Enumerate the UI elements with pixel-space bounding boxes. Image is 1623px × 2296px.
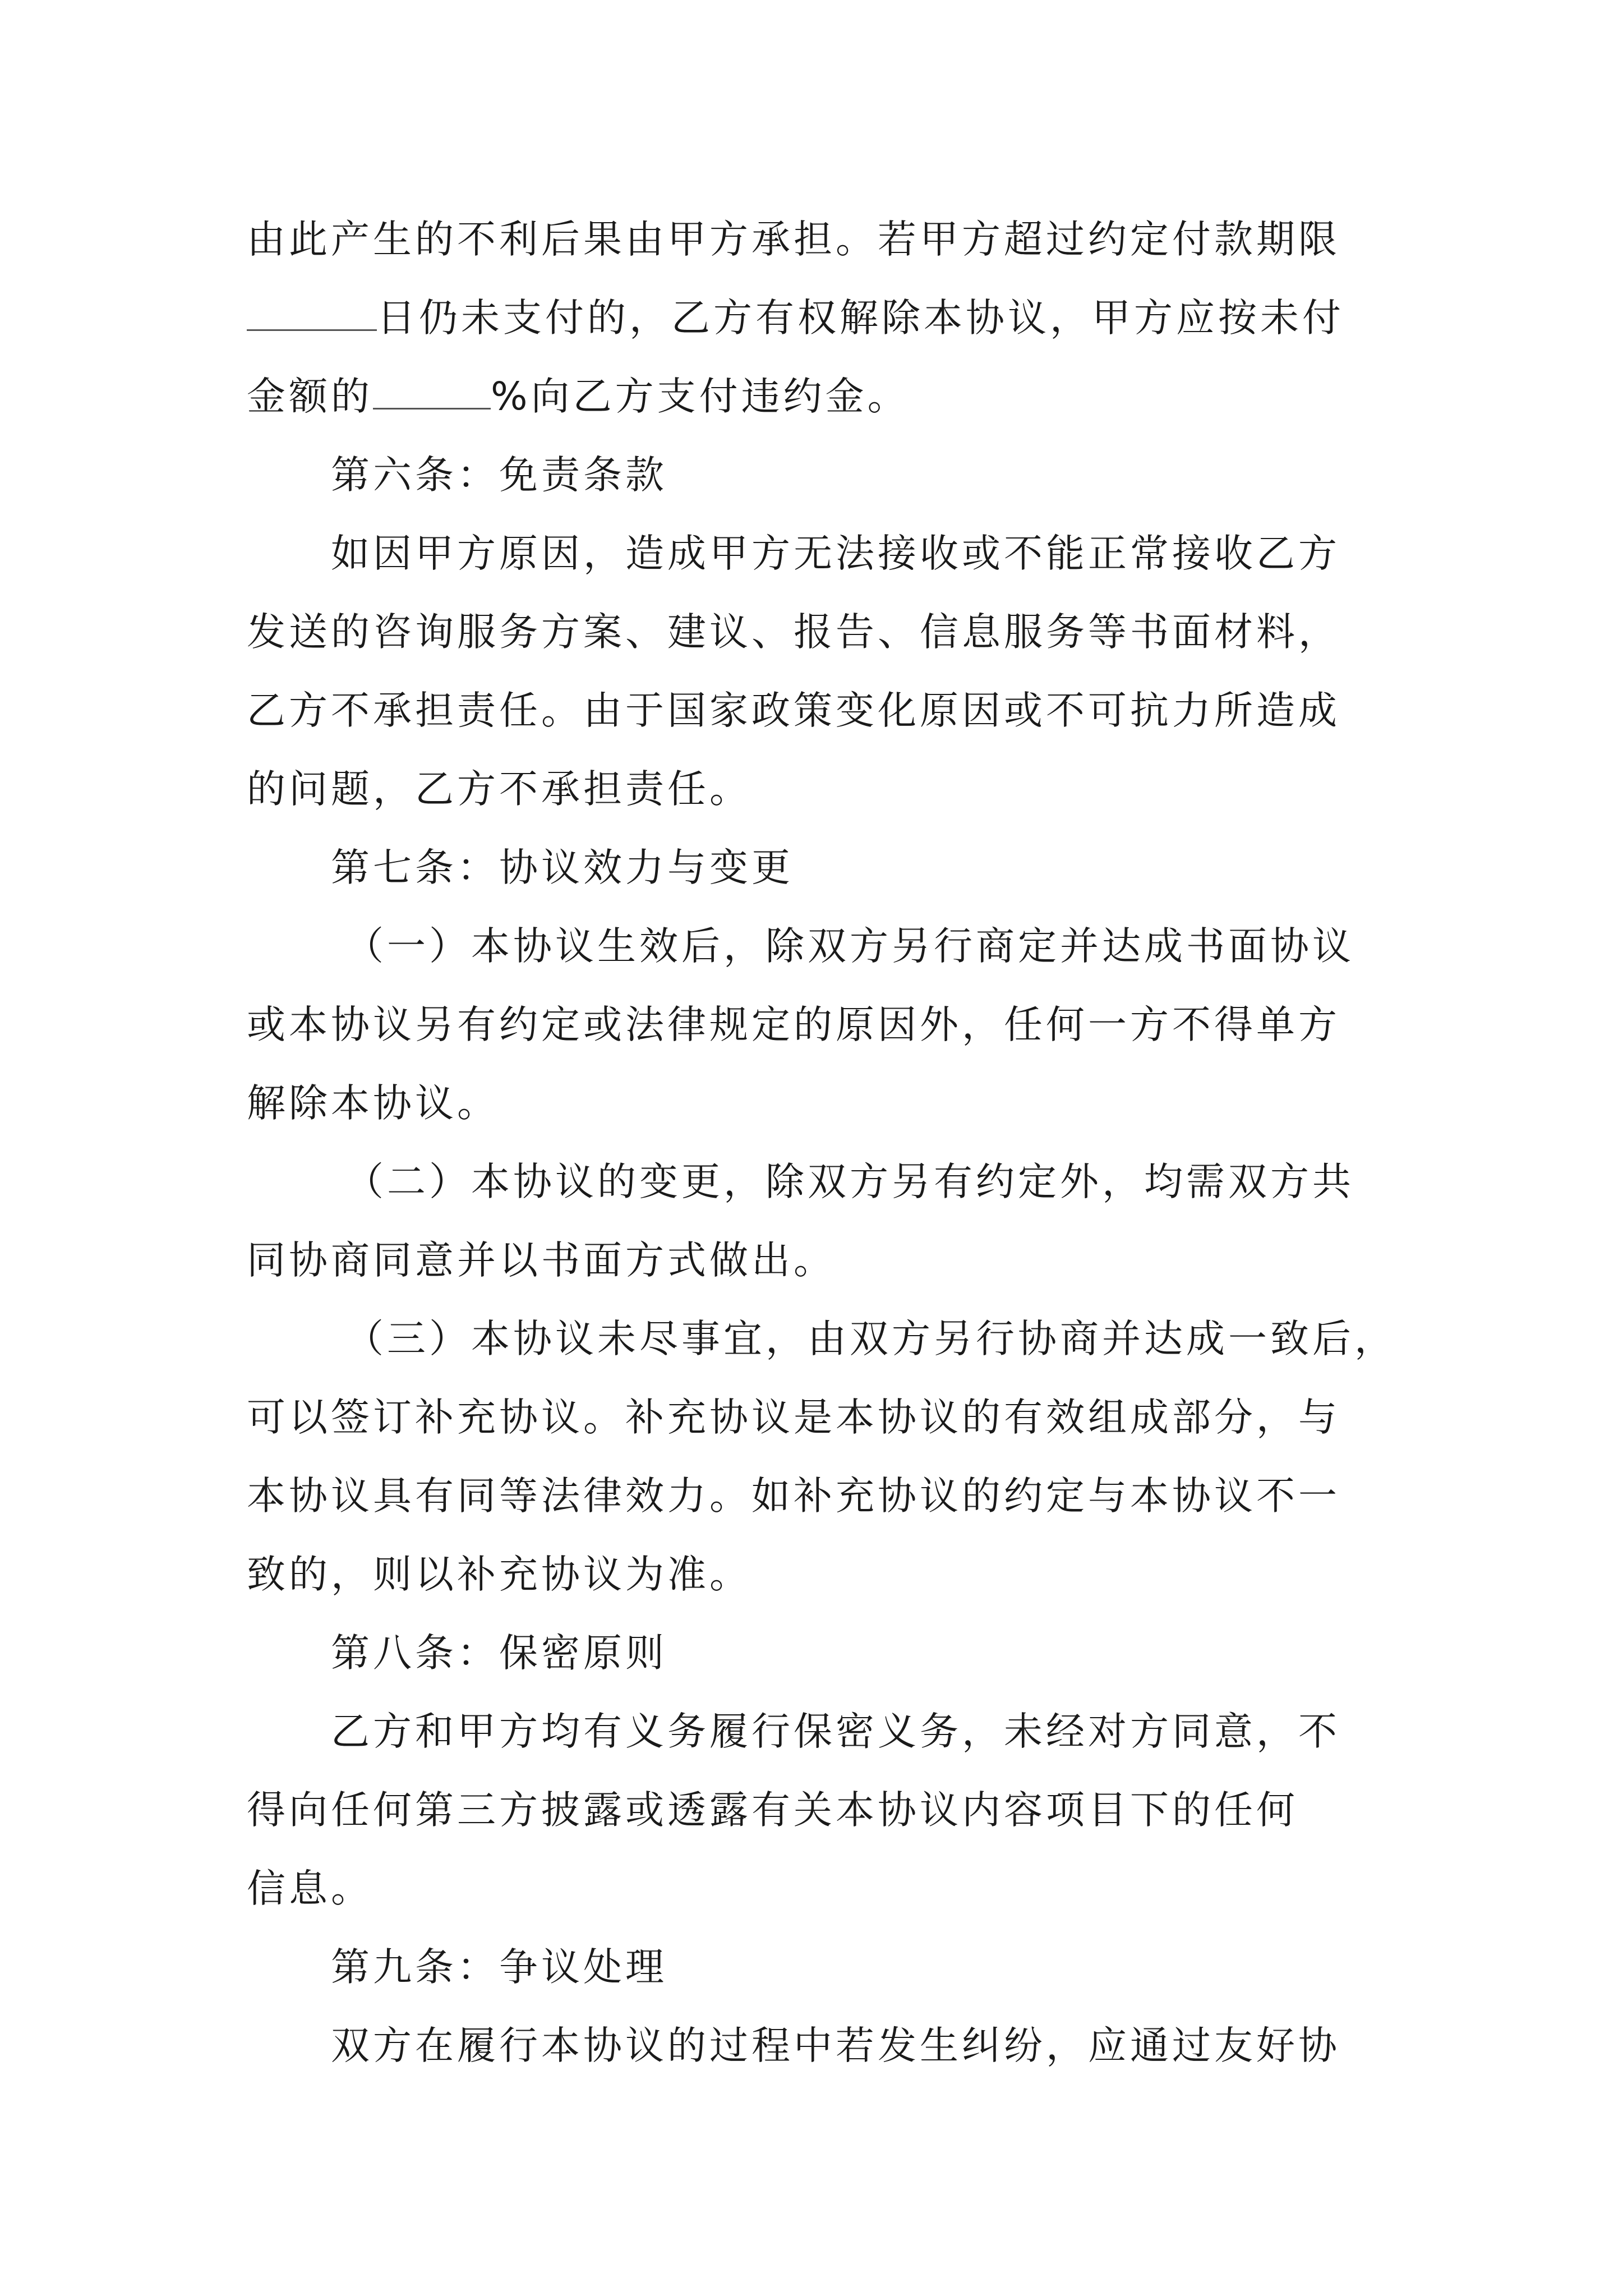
paragraph-line [247,371,1391,422]
paragraph-line [331,528,1475,579]
line-text: 信息。 [247,1866,373,1911]
paragraph-line [331,1706,1475,1757]
line-text: 乙方不承担责任。由于国家政策变化原因或不可抗力所造成 [247,688,1340,733]
line-text: 得向任何第三方披露或透露有关本协议内容项目下的任何 [247,1788,1298,1833]
line-text: 如因甲方原因，造成甲方无法接收或不能正常接收乙方 [331,531,1340,576]
paragraph-line [345,921,1489,972]
line-text: 或本协议另有约定或法律规定的原因外，任何一方不得单方 [247,1002,1340,1047]
line-text: 由此产生的不利后果由甲方承担。若甲方超过约定付款期限 [247,217,1340,262]
paragraph-line [247,1864,1391,1914]
heading-text: 第九条：争议处理 [331,1945,667,1990]
line-text: 双方在履行本协议的过程中若发生纠纷，应通过友好协 [331,2023,1340,2068]
paragraph-line [247,1392,1391,1443]
article-heading [331,1628,1475,1678]
heading-text: 第六条：免责条款 [331,453,667,498]
line-text: （一）本协议生效后，除双方另行商定并达成书面协议 [345,924,1354,969]
paragraph-line [247,214,1391,265]
line-text: （二）本协议的变更，除双方另有约定外，均需双方共 [345,1159,1354,1204]
paragraph-line [247,1000,1391,1050]
article-heading [331,843,1475,893]
heading-text: 第七条：协议效力与变更 [331,845,794,890]
line-text: 可以签订补充协议。补充协议是本协议的有效组成部分，与 [247,1395,1340,1440]
line-text: 乙方和甲方均有义务履行保密义务，未经对方同意，不 [331,1709,1340,1754]
line-text: 的问题，乙方不承担责任。 [247,767,751,812]
line-text: %向乙方支付违约金。 [491,374,910,419]
heading-text: 第八条：保密原则 [331,1631,667,1676]
paragraph-line [247,1549,1391,1600]
line-text: 致的，则以补充协议为准。 [247,1552,751,1597]
line-text: （三）本协议未尽事宜，由双方另行协商并达成一致后， [345,1317,1396,1361]
article-heading [331,450,1475,500]
paragraph-line [345,1157,1489,1207]
article-heading [331,1942,1475,1993]
line-text: 日仍未支付的，乙方有权解除本协议，甲方应按未付 [377,296,1344,341]
fill-in-blank-percent[interactable] [373,374,491,409]
paragraph-line [345,1314,1489,1364]
paragraph-line [247,685,1391,736]
paragraph-line [247,607,1391,657]
fill-in-blank-days[interactable] [247,296,377,331]
paragraph-line [247,293,1391,343]
paragraph-line [247,1235,1391,1286]
line-text: 发送的咨询服务方案、建议、报告、信息服务等书面材料， [247,610,1340,655]
paragraph-line [247,764,1391,815]
line-text: 解除本协议。 [247,1081,499,1126]
paragraph-line [247,1785,1391,1835]
paragraph-line [331,2021,1475,2071]
paragraph-line [247,1078,1391,1129]
line-text: 金额的 [247,374,373,419]
line-text: 同协商同意并以书面方式做出。 [247,1238,836,1283]
paragraph-line [247,1471,1391,1521]
line-text: 本协议具有同等法律效力。如补充协议的约定与本协议不一 [247,1474,1340,1519]
